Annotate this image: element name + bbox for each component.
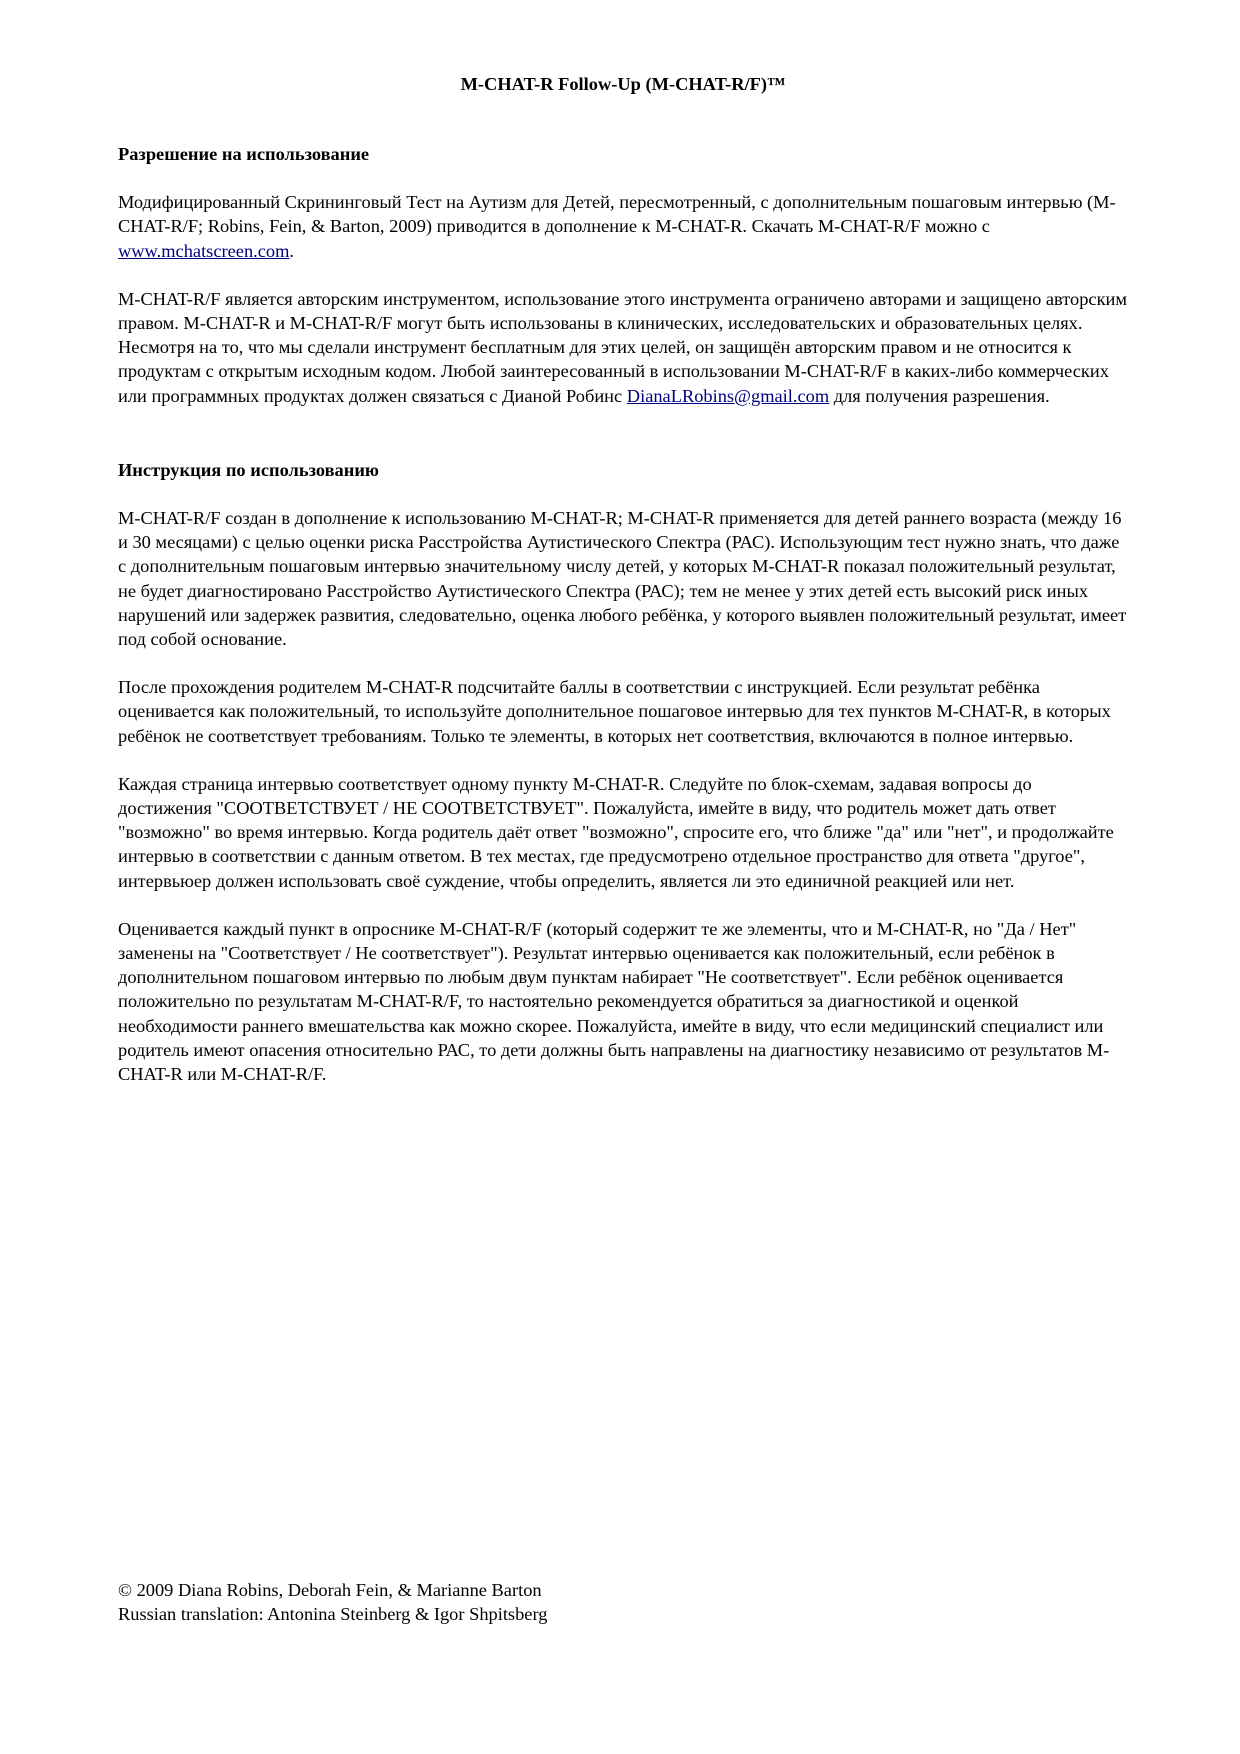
permission-paragraph-1-end: . — [289, 240, 295, 261]
instructions-paragraph-1: M-CHAT-R/F создан в дополнение к использованию M-CHAT-R; M-CHAT-R применяется для детей раннего возраста (между 16 и 30 месяцами) с целью оценки риска Расстройства Аутистического Спектра (РАС). Использующим тест нужно знать, что даже с дополнительным пошаговым интервью значительному числу детей, у которых M-CHAT-R показал положительный результат, не будет диагностировано Расстройство Аутистического Спектра (РАС); тем не менее у этих детей есть высокий риск иных нарушений или задержек развития, следовательно, оценка любого ребёнка, у которого выявлен положительный результат, имеет под собой основание. — [118, 508, 1127, 650]
translation-credit-line: Russian translation: Antonina Steinberg & Igor Shpitsberg — [118, 1604, 548, 1624]
page-footer — [118, 1578, 1018, 1626]
permission-paragraph-2-text: M-CHAT-R/F является авторским инструментом, использование этого инструмента ограничено авторами и защищено авторским правом. M-CHAT-R и M-CHAT-R/F могут быть использованы в клинических, исследовательских и образовательных целях. Несмотря на то, что мы сделали инструмент бесплатным для этих целей, он защищён авторским правом и не относится к продуктам с открытым исходным кодом. Любой заинтересованный в использовании M-CHAT-R/F в каких-либо коммерческих или программных продуктах должен связаться с Дианой Робинс — [118, 288, 1128, 406]
mchatscreen-link[interactable]: www.mchatscreen.com — [118, 240, 290, 261]
document-body — [118, 72, 1128, 1086]
permission-heading: Разрешение на использование — [118, 144, 370, 164]
copyright-line: © 2009 Diana Robins, Deborah Fein, & Marianne Barton — [118, 1580, 542, 1600]
document-title: M-CHAT-R Follow-Up (M-CHAT-R/F)™ — [460, 74, 786, 94]
permission-paragraph-2 — [118, 287, 1128, 408]
instructions-heading: Инструкция по использованию — [118, 459, 379, 480]
permission-paragraph-1-text: Модифицированный Скрининговый Тест на Аутизм для Детей, пересмотренный, с дополнительным пошаговым интервью (M-CHAT-R/F; Robins, Fein, & Barton, 2009) приводится в дополнение к M-CHAT-R. Скачать M-CHAT-R/F можно с — [118, 192, 1116, 237]
permission-paragraph-2-end: для получения разрешения. — [829, 385, 1050, 406]
instructions-paragraph-3: Каждая страница интервью соответствует одному пункту M-CHAT-R. Следуйте по блок-схемам, задавая вопросы до достижения "СООТВЕТСТВУЕТ / НЕ СООТВЕТСТВУЕТ". Пожалуйста, имейте в виду, что родитель может дать ответ "возможно" во время интервью. Когда родитель даёт ответ "возможно", спросите его, что ближе "да" или "нет", и продолжайте интервью в соответствии с данным ответом. В тех местах, где предусмотрено отдельное пространство для ответа "другое", интервьюер должен использовать своё суждение, чтобы определить, является ли это единичной реакцией или нет. — [118, 773, 1114, 891]
email-link[interactable]: DianaLRobins@gmail.com — [626, 385, 830, 406]
instructions-paragraph-4: Оценивается каждый пункт в опроснике M-CHAT-R/F (который содержит те же элементы, что и M-CHAT-R, но "Да / Нет" заменены на "Соответствует / Не соответствует"). Результат интервью оценивается как положительный, если ребёнок в дополнительном пошаговом интервью по любым двум пунктам набирает "Не соответствует". Если ребёнок оценивается положительно по результатам M-CHAT-R/F, то настоятельно рекомендуется обратиться за диагностикой и оценкой необходимости раннего вмешательства как можно скорее. Пожалуйста, имейте в виду, что если медицинский специалист или родитель имеют опасения относительно РАС, то дети должны быть направлены на диагностику независимо от результатов M-CHAT-R или M-CHAT-R/F. — [118, 918, 1110, 1085]
permission-paragraph-1 — [118, 190, 1128, 263]
instructions-paragraph-2: После прохождения родителем M-CHAT-R подсчитайте баллы в соответствии с инструкцией. Если результат ребёнка оценивается как положительный, то используйте дополнительное пошаговое интервью для тех пунктов M-CHAT-R, в которых ребёнок не соответствует требованиям. Только те элементы, в которых нет соответствия, включаются в полное интервью. — [118, 677, 1111, 746]
